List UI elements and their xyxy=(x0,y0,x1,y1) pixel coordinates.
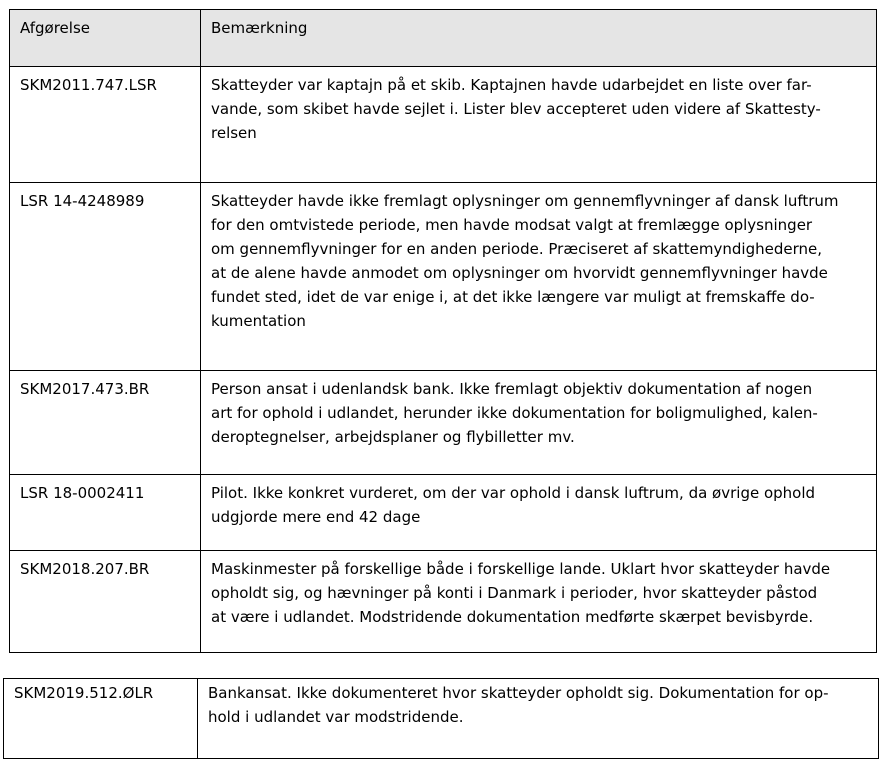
table-row xyxy=(10,182,876,370)
remark-cell xyxy=(200,371,876,474)
remark-line: for den omtvistede periode, men havde modsat valgt at fremlægge oplysninger xyxy=(211,216,813,234)
remark-line: hold i udlandet var modstridende. xyxy=(208,708,464,726)
case-id: LSR 14-4248989 xyxy=(20,192,145,210)
case-id: SKM2018.207.BR xyxy=(20,560,150,578)
remark-line: vande, som skibet havde sejlet i. Lister blev accepteret uden videre af Skattesty- xyxy=(211,100,821,118)
remark-cell xyxy=(200,551,876,652)
remark-line: kumentation xyxy=(211,312,306,330)
case-id: SKM2011.747.LSR xyxy=(20,76,157,94)
table-row xyxy=(10,550,876,652)
remark-line: relsen xyxy=(211,124,257,142)
case-id: SKM2017.473.BR xyxy=(20,380,150,398)
remark-line: Person ansat i udenlandsk bank. Ikke fremlagt objektiv dokumentation af nogen xyxy=(211,380,813,398)
remark-line: opholdt sig, og hævninger på konti i Danmark i perioder, hvor skatteyder påstod xyxy=(211,584,818,602)
table-row xyxy=(4,679,878,758)
case-cell xyxy=(10,371,200,474)
table-header-row xyxy=(10,10,876,66)
remark-line: Pilot. Ikke konkret vurderet, om der var ophold i dansk luftrum, da øvrige ophold xyxy=(211,484,816,502)
remark-line: udgjorde mere end 42 dage xyxy=(211,508,421,526)
remark-line: Skatteyder havde ikke fremlagt oplysninger om gennemflyvninger af dansk luftrum xyxy=(211,192,839,210)
case-id: SKM2019.512.ØLR xyxy=(14,684,154,702)
remark-line: at være i udlandet. Modstridende dokumentation medførte skærpet bevisbyrde. xyxy=(211,608,814,626)
header-label-decision: Afgørelse xyxy=(20,19,90,37)
remark-line: at de alene havde anmodet om oplysninger om hvorvidt gennemflyvninger havde xyxy=(211,264,828,282)
table-row xyxy=(10,370,876,474)
remark-cell xyxy=(200,67,876,182)
table-row xyxy=(10,66,876,182)
remark-line: Maskinmester på forskellige både i forskellige lande. Uklart hvor skatteyder havde xyxy=(211,560,831,578)
remark-line: om gennemflyvninger for en anden periode. Præciseret af skattemyndighederne, xyxy=(211,240,823,258)
table-row xyxy=(10,474,876,550)
header-label-remark: Bemærkning xyxy=(211,19,308,37)
header-cell-decision xyxy=(10,10,200,66)
case-id: LSR 18-0002411 xyxy=(20,484,145,502)
remark-line: art for ophold i udlandet, herunder ikke dokumentation for boligmulighed, kalen- xyxy=(211,404,818,422)
remark-line: fundet sted, idet de var enige i, at det ikke længere var muligt at fremskaffe do- xyxy=(211,288,815,306)
remark-cell xyxy=(200,183,876,370)
case-cell xyxy=(10,183,200,370)
case-cell xyxy=(10,67,200,182)
remark-cell xyxy=(197,679,878,758)
case-cell xyxy=(10,475,200,550)
decisions-table xyxy=(9,9,877,653)
remark-line: Bankansat. Ikke dokumenteret hvor skatteyder opholdt sig. Dokumentation for op- xyxy=(208,684,829,702)
remark-cell xyxy=(200,475,876,550)
case-cell xyxy=(10,551,200,652)
case-cell xyxy=(4,679,197,758)
header-cell-remark xyxy=(200,10,876,66)
remark-line: Skatteyder var kaptajn på et skib. Kaptajnen havde udarbejdet en liste over far- xyxy=(211,76,812,94)
remark-line: deroptegnelser, arbejdsplaner og flybilletter mv. xyxy=(211,428,575,446)
decisions-table-continued xyxy=(3,678,879,759)
